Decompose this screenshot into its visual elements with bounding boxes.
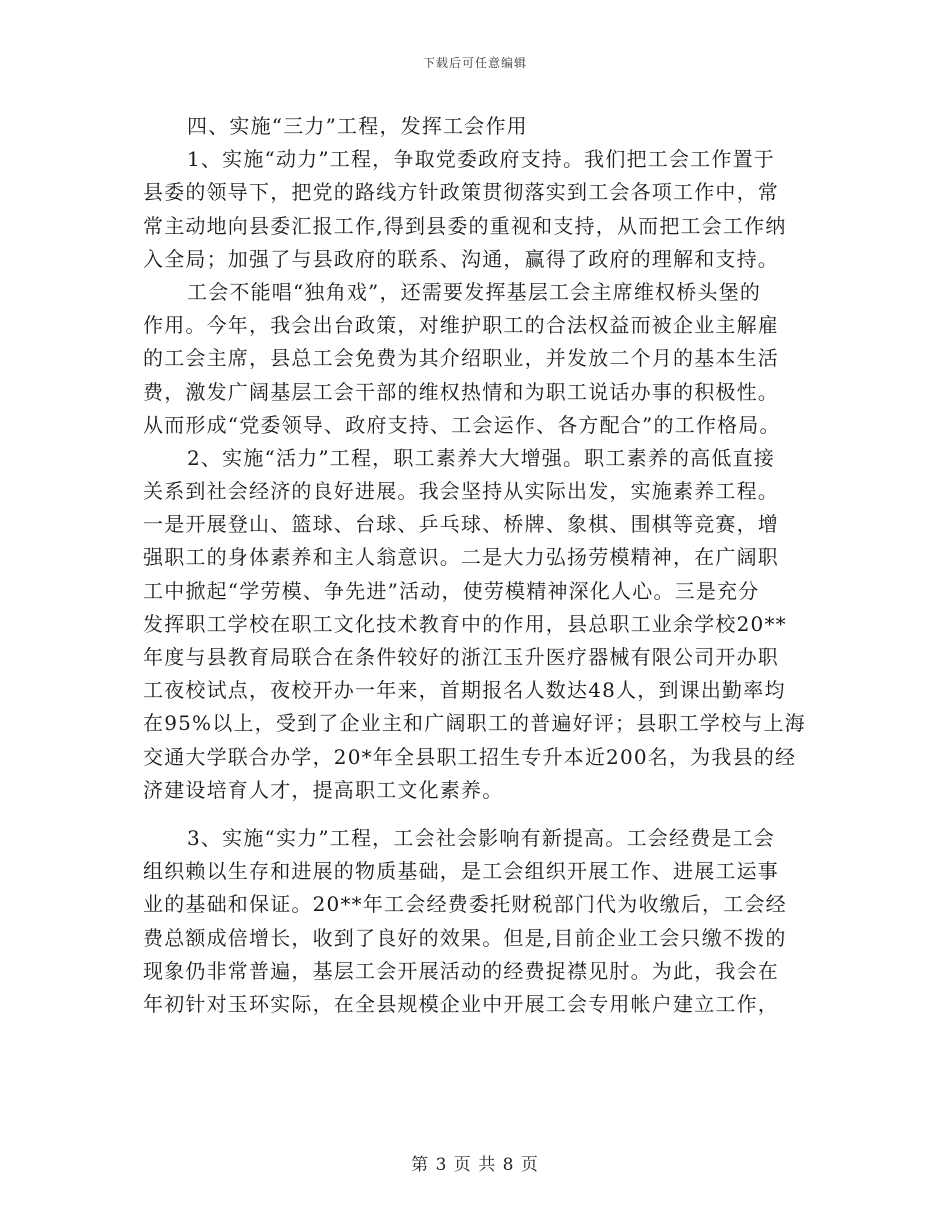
paragraph-line: 发挥职工学校在职工文化技术教育中的作用，县总职工业余学校20** — [143, 611, 787, 636]
paragraph-line: 的工会主席，县总工会免费为其介绍职业，并发放二个月的基本生活 — [143, 346, 779, 371]
paragraph-line: 在95%以上，受到了企业主和广阔职工的普遍好评；县职工学校与上海 — [143, 711, 806, 736]
paragraph-line: 现象仍非常普遍，基层工会开展活动的经费捉襟见肘。为此，我会在 — [143, 958, 779, 983]
section-heading: 四、实施“三力”工程，发挥工会作用 — [187, 114, 528, 138]
paragraph-line: 常主动地向县委汇报工作,得到县委的重视和支持，从而把工会工作纳 — [143, 213, 787, 238]
paragraph-line: 强职工的身体素养和主人翁意识。二是大力弘扬劳模精神，在广阔职 — [143, 545, 779, 570]
header-note: 下载后可任意编辑 — [422, 56, 527, 70]
paragraph-line: 工夜校试点，夜校开办一年来，首期报名人数达48人，到课出勤率均 — [143, 678, 786, 703]
paragraph-line: 工中掀起“学劳模、争先进”活动，使劳模精神深化人心。三是充分 — [143, 578, 760, 603]
paragraph-line: 关系到社会经济的良好进展。我会坚持从实际出发，实施素养工程。 — [143, 479, 779, 504]
paragraph-line: 年初针对玉环实际，在全县规模企业中开展工会专用帐户建立工作， — [143, 991, 779, 1016]
paragraph-line: 业的基础和保证。20**年工会经费委托财税部门代为收缴后，工会经 — [143, 892, 787, 917]
paragraph-line: 交通大学联合办学，20*年全县职工招生专升本近200名，为我县的经 — [143, 744, 797, 769]
paragraph-line: 作用。今年，我会出台政策，对维护职工的合法权益而被企业主解雇 — [143, 313, 779, 338]
paragraph-line: 从而形成“党委领导、政府支持、工会运作、各方配合”的工作格局。 — [143, 412, 781, 437]
paragraph-line: 2、实施“活力”工程，职工素养大大增强。职工素养的高低直接 — [187, 445, 775, 470]
paragraph-line: 工会不能唱“独角戏”，还需要发挥基层工会主席维权桥头堡的 — [187, 279, 762, 304]
page-number: 第 3 页 共 8 页 — [411, 1155, 539, 1175]
document-body — [143, 110, 811, 1021]
paragraph-line: 3、实施“实力”工程，工会社会影响有新提高。工会经费是工会 — [187, 825, 775, 850]
paragraph-line: 费总额成倍增长，收到了良好的效果。但是,目前企业工会只缴不拨的 — [143, 925, 787, 950]
paragraph-line: 县委的领导下，把党的路线方针政策贯彻落实到工会各项工作中，常 — [143, 180, 779, 205]
paragraph-line: 入全局；加强了与县政府的联系、沟通，赢得了政府的理解和支持。 — [143, 246, 779, 271]
paragraph-line: 济建设培育人才，提高职工文化素养。 — [143, 777, 504, 802]
paragraph-line: 费，激发广阔基层工会干部的维权热情和为职工说话办事的积极性。 — [143, 379, 779, 404]
paragraph-line: 一是开展登山、篮球、台球、乒乓球、桥牌、象棋、围棋等竞赛，增 — [143, 512, 779, 537]
paragraph-line: 年度与县教育局联合在条件较好的浙江玉升医疗器械有限公司开办职 — [143, 645, 779, 669]
paragraph-line: 1、实施“动力”工程，争取党委政府支持。我们把工会工作置于 — [187, 147, 775, 172]
paragraph-line: 组织赖以生存和进展的物质基础，是工会组织开展工作、进展工运事 — [143, 859, 779, 884]
